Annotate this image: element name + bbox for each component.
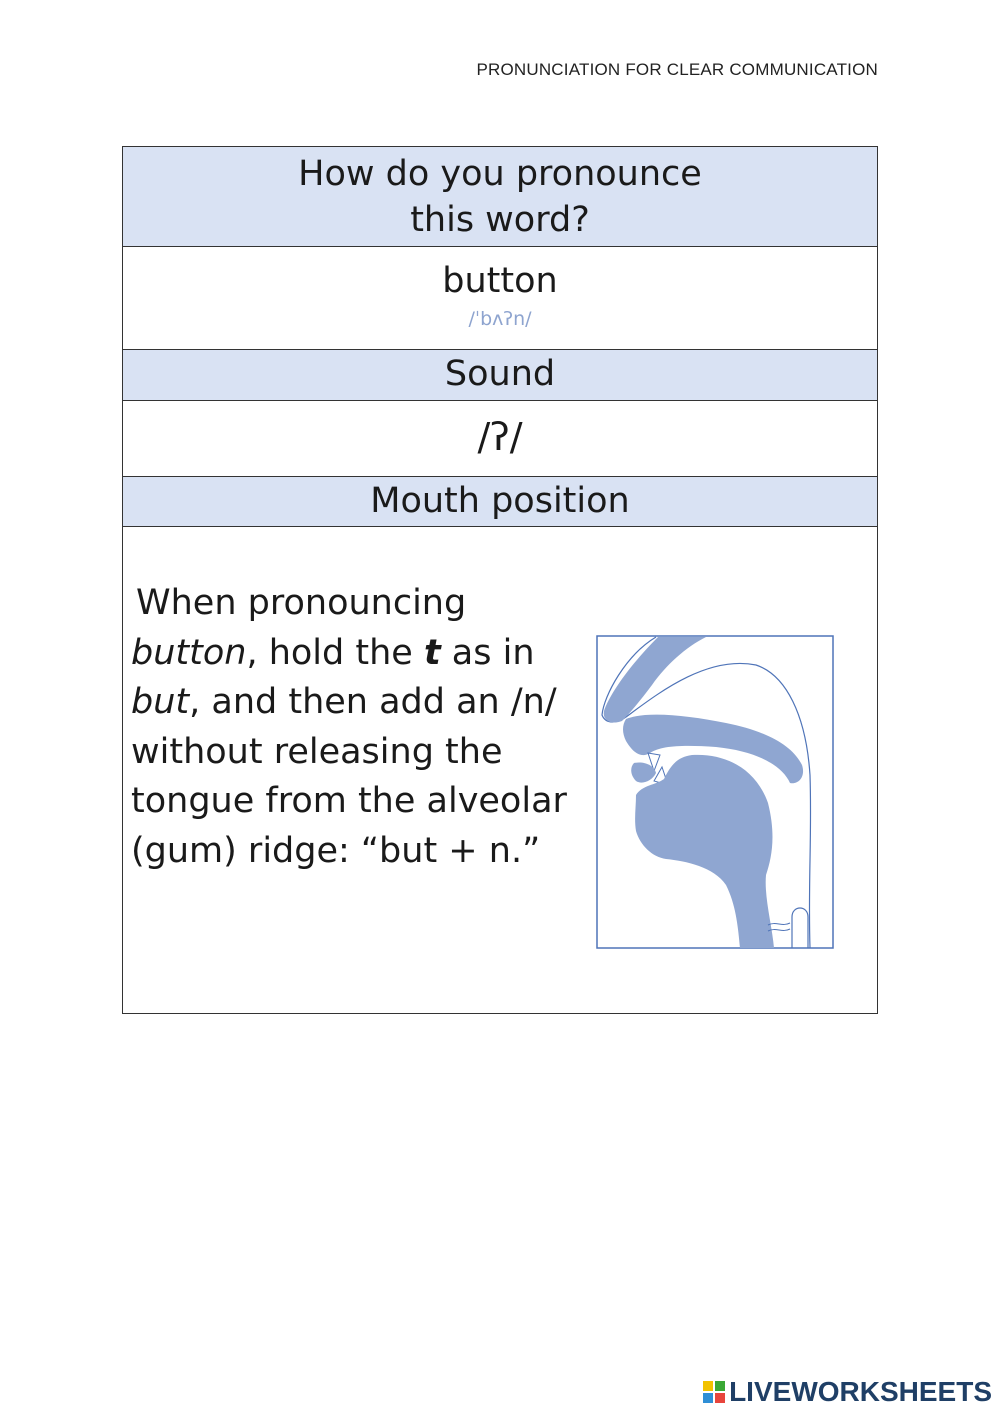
liveworksheets-logo[interactable] (703, 1377, 992, 1407)
question-line-2: this word? (410, 200, 590, 240)
description-text: , and then add an /n/ (189, 682, 557, 722)
logo-icon (703, 1381, 725, 1403)
description-line-5: tongue from the alveolar (131, 781, 567, 821)
question-row (123, 147, 877, 247)
target-word: button (442, 261, 558, 301)
bold-letter-t: t (423, 632, 441, 673)
description-text: as in (440, 632, 535, 673)
italic-word-button: button (131, 632, 247, 673)
mouth-label-row (123, 477, 877, 527)
word-row (123, 247, 877, 350)
description-line-1: When pronouncing (136, 583, 467, 623)
sound-label: Sound (444, 354, 556, 394)
description-line-4: without releasing the (131, 731, 503, 772)
description-line-3 (131, 678, 581, 728)
description-line-6: (gum) ridge: “but + n.” (131, 830, 541, 871)
description-text: , hold the (246, 632, 424, 673)
mouth-position-diagram (596, 635, 834, 949)
logo-text: LIVEWORKSHEETS (729, 1376, 992, 1407)
page-header: PRONUNCIATION FOR CLEAR COMMUNICATION (476, 60, 878, 79)
sound-symbol: /ʔ/ (477, 415, 523, 459)
description-line-2 (131, 629, 581, 679)
italic-word-but: but (131, 682, 190, 722)
question-line-1: How do you pronounce (298, 154, 702, 194)
mouth-description (131, 579, 581, 876)
sound-row (123, 401, 877, 477)
sound-label-row (123, 350, 877, 401)
question-text (123, 147, 877, 243)
ipa-transcription: /ˈbʌʔn/ (468, 308, 532, 330)
pronunciation-card (122, 146, 878, 1014)
mouth-position-label: Mouth position (370, 481, 630, 521)
